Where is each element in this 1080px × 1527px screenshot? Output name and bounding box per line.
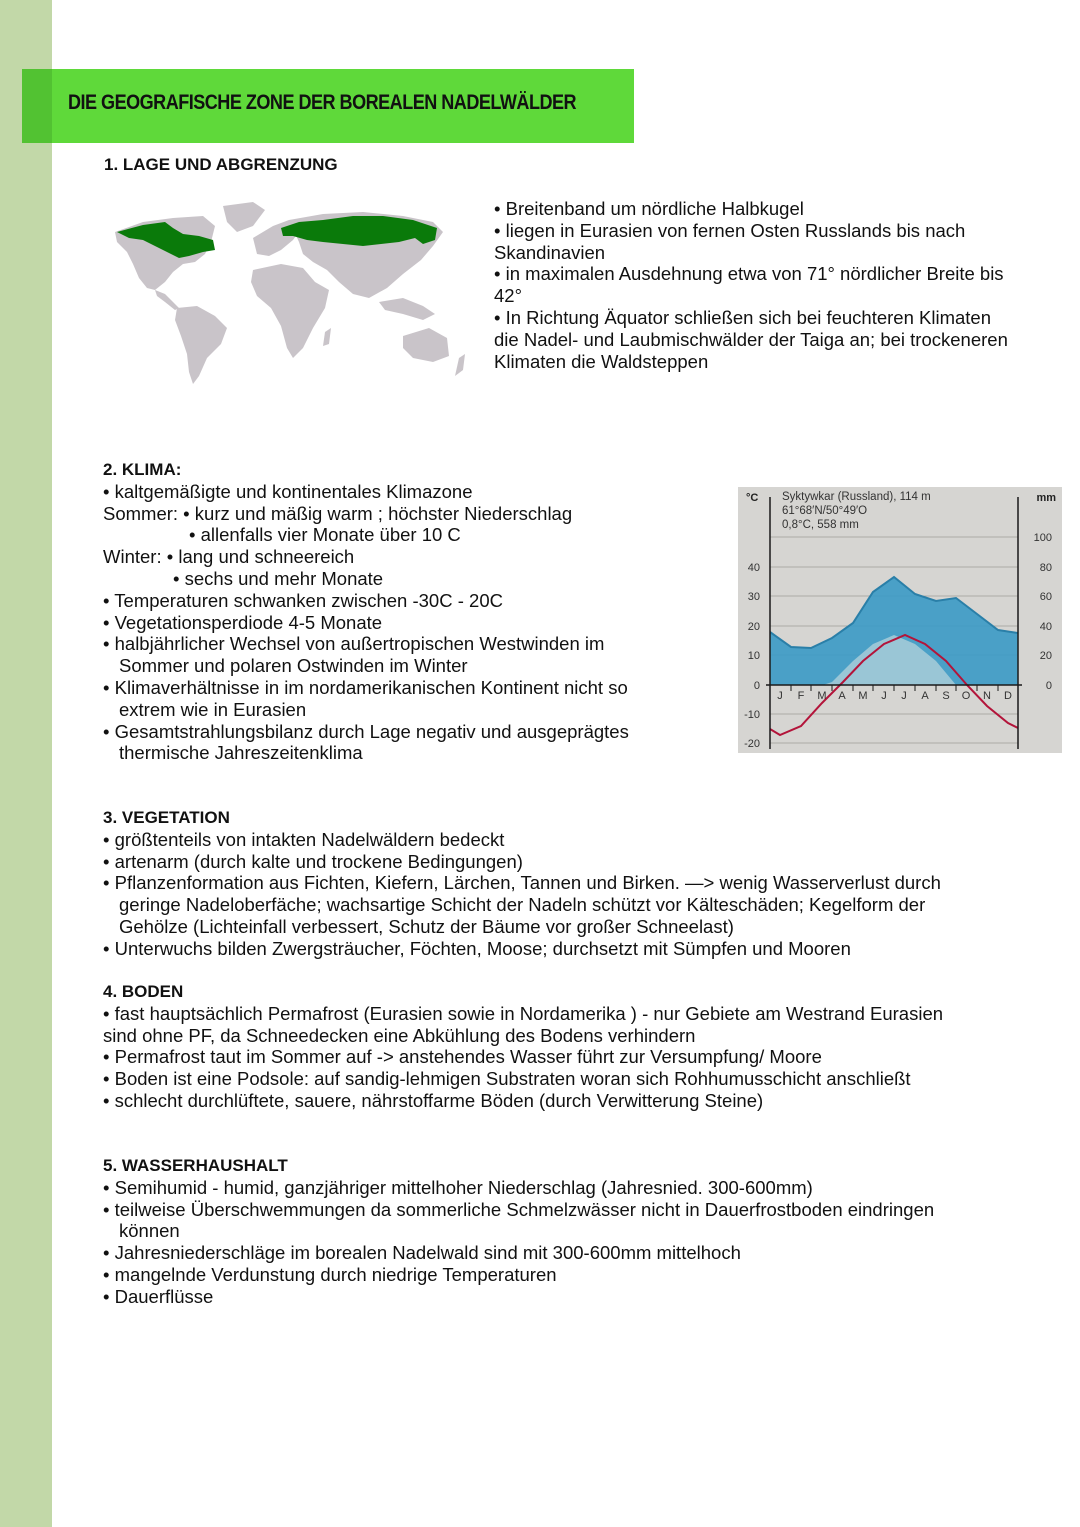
boden-line: • schlecht durchlüftete, sauere, nährstoffarme Böden (durch Verwitterung Steine): [103, 1089, 764, 1111]
lage-line: Klimaten die Waldsteppen: [494, 350, 709, 372]
y-tick: 30: [747, 591, 760, 603]
month-label: F: [797, 690, 805, 702]
klima-line: • allenfalls vier Monate über 10 C: [189, 524, 461, 546]
y2-tick: 40: [1039, 621, 1052, 633]
y2-axis-unit: mm: [1036, 492, 1056, 504]
section-heading-boden: 4. BODEN: [103, 982, 184, 1001]
y-tick: 20: [747, 621, 760, 633]
klima-line: • Gesamtstrahlungsbilanz durch Lage negativ und ausgeprägtes: [103, 720, 629, 742]
vegetation-line: Gehölze (Lichteinfall verbessert, Schutz der Bäume vor großer Schneelast): [119, 915, 734, 937]
title-banner: [22, 69, 634, 143]
lage-line: • In Richtung Äquator schließen sich bei feuchteren Klimaten: [494, 306, 991, 328]
month-label: N: [983, 690, 991, 702]
chart-title: Syktywkar (Russland), 114 m: [782, 491, 931, 503]
month-label: J: [777, 690, 783, 702]
world-map: [103, 198, 473, 388]
klima-line: Sommer und polaren Ostwinden im Winter: [119, 655, 468, 677]
month-label: D: [1004, 690, 1012, 702]
vegetation-section: [103, 807, 1033, 960]
section-heading-klima: 2. KLIMA:: [103, 460, 182, 479]
klima-line: • Temperaturen schwanken zwischen -30C - 20C: [103, 589, 503, 611]
klima-line: extrem wie in Eurasien: [119, 698, 307, 720]
klima-line: • kaltgemäßigte und kontinentales Klimazone: [103, 480, 473, 502]
world-map-icon: [103, 198, 473, 388]
klima-line: • halbjährlicher Wechsel von außertropischen Westwinden im: [103, 633, 605, 655]
y-tick: 40: [747, 562, 760, 574]
chart-coordinates: 61°68′N/50°49′O: [782, 505, 868, 517]
y2-tick: 20: [1039, 650, 1052, 662]
vegetation-line: geringe Nadeloberfäche; wachsartige Schicht der Nadeln schützt vor Kälteschäden; Kegelform der: [119, 894, 926, 916]
klima-line: Winter: • lang und schneereich: [103, 546, 355, 568]
wasser-section: [103, 1155, 1033, 1308]
banner-accent: [22, 69, 52, 143]
boden-line: • fast hauptsächlich Permafrost (Eurasien sowie in Nordamerika ) - nur Gebiete am Westrand Eurasien: [103, 1002, 944, 1024]
lage-text: [494, 198, 1064, 372]
klima-section: [103, 459, 723, 764]
wasser-line: können: [119, 1220, 180, 1242]
y-tick: 0: [753, 680, 760, 692]
month-label: M: [817, 690, 827, 702]
boden-line: • Boden ist eine Podsole: auf sandig-lehmigen Substraten woran sich Rohhumusschicht anschließt: [103, 1068, 911, 1090]
section-heading-wasser: 5. WASSERHAUSHALT: [103, 1156, 288, 1175]
wasser-line: • Jahresniederschläge im borealen Nadelwald sind mit 300-600mm mittelhoch: [103, 1242, 741, 1264]
month-label: J: [901, 690, 907, 702]
sidebar-stripe: [0, 0, 52, 1527]
boden-section: [103, 981, 1033, 1112]
y-tick: 10: [747, 650, 760, 662]
y-tick: -10: [744, 709, 760, 721]
lage-line: • Breitenband um nördliche Halbkugel: [494, 198, 804, 219]
section-heading-vegetation: 3. VEGETATION: [103, 808, 230, 827]
section-heading-lage: 1. LAGE UND ABGRENZUNG: [104, 155, 338, 174]
month-label: J: [881, 690, 887, 702]
lage-line: 42°: [494, 285, 522, 307]
y2-tick: 60: [1039, 591, 1052, 603]
boden-line: • Permafrost taut im Sommer auf -> anstehendes Wasser führt zur Versumpfung/ Moore: [103, 1046, 822, 1068]
wasser-line: • mangelnde Verdunstung durch niedrige Temperaturen: [103, 1263, 557, 1285]
lage-line: die Nadel- und Laubmischwälder der Taiga an; bei trockeneren: [494, 328, 1008, 350]
month-label: S: [942, 690, 950, 702]
month-label: A: [838, 690, 846, 702]
chart-summary: 0,8°C, 558 mm: [782, 519, 859, 531]
klima-line: thermische Jahreszeitenklima: [119, 742, 363, 764]
vegetation-line: • größtenteils von intakten Nadelwäldern bedeckt: [103, 828, 505, 850]
boden-line: sind ohne PF, da Schneedecken eine Abkühlung des Bodens verhindern: [103, 1024, 696, 1046]
wasser-line: • Semihumid - humid, ganzjähriger mittelhoher Niederschlag (Jahresnied. 300-600mm): [103, 1176, 813, 1198]
klima-line: • Klimaverhältnisse in im nordamerikanischen Kontinent nicht so: [103, 676, 628, 698]
month-label: A: [921, 690, 929, 702]
vegetation-line: • Pflanzenformation aus Fichten, Kiefern, Lärchen, Tannen und Birken. —> wenig Wasserverlust durch: [103, 872, 941, 894]
klima-line: • Vegetationsperdiode 4-5 Monate: [103, 611, 383, 633]
y2-tick: 0: [1045, 680, 1052, 692]
climate-chart-svg: [738, 487, 1062, 753]
lage-line: • in maximalen Ausdehnung etwa von 71° nördlicher Breite bis: [494, 263, 1004, 285]
y2-tick: 100: [1033, 532, 1052, 544]
page-title: DIE GEOGRAFISCHE ZONE DER BOREALEN NADELWÄLDER: [68, 91, 577, 114]
month-label: M: [858, 690, 868, 702]
lage-line: • liegen in Eurasien von fernen Osten Russlands bis nach: [494, 219, 966, 241]
wasser-line: • teilweise Überschwemmungen da sommerliche Schmelzwässer nicht in Dauerfrostboden eindringen: [103, 1198, 935, 1220]
y-tick: -20: [744, 738, 760, 750]
vegetation-line: • Unterwuchs bilden Zwergsträucher, Föchten, Moose; durchsetzt mit Sümpfen und Mooren: [103, 937, 851, 959]
y2-tick: 80: [1039, 562, 1052, 574]
y-axis-unit: °C: [746, 492, 759, 504]
lage-line: Skandinavien: [494, 241, 606, 263]
klima-line: Sommer: • kurz und mäßig warm ; höchster Niederschlag: [103, 502, 573, 524]
vegetation-line: • artenarm (durch kalte und trockene Bedingungen): [103, 850, 523, 872]
climate-chart: [738, 487, 1062, 753]
klima-line: • sechs und mehr Monate: [173, 567, 384, 589]
wasser-line: • Dauerflüsse: [103, 1285, 214, 1307]
month-label: O: [961, 690, 971, 702]
